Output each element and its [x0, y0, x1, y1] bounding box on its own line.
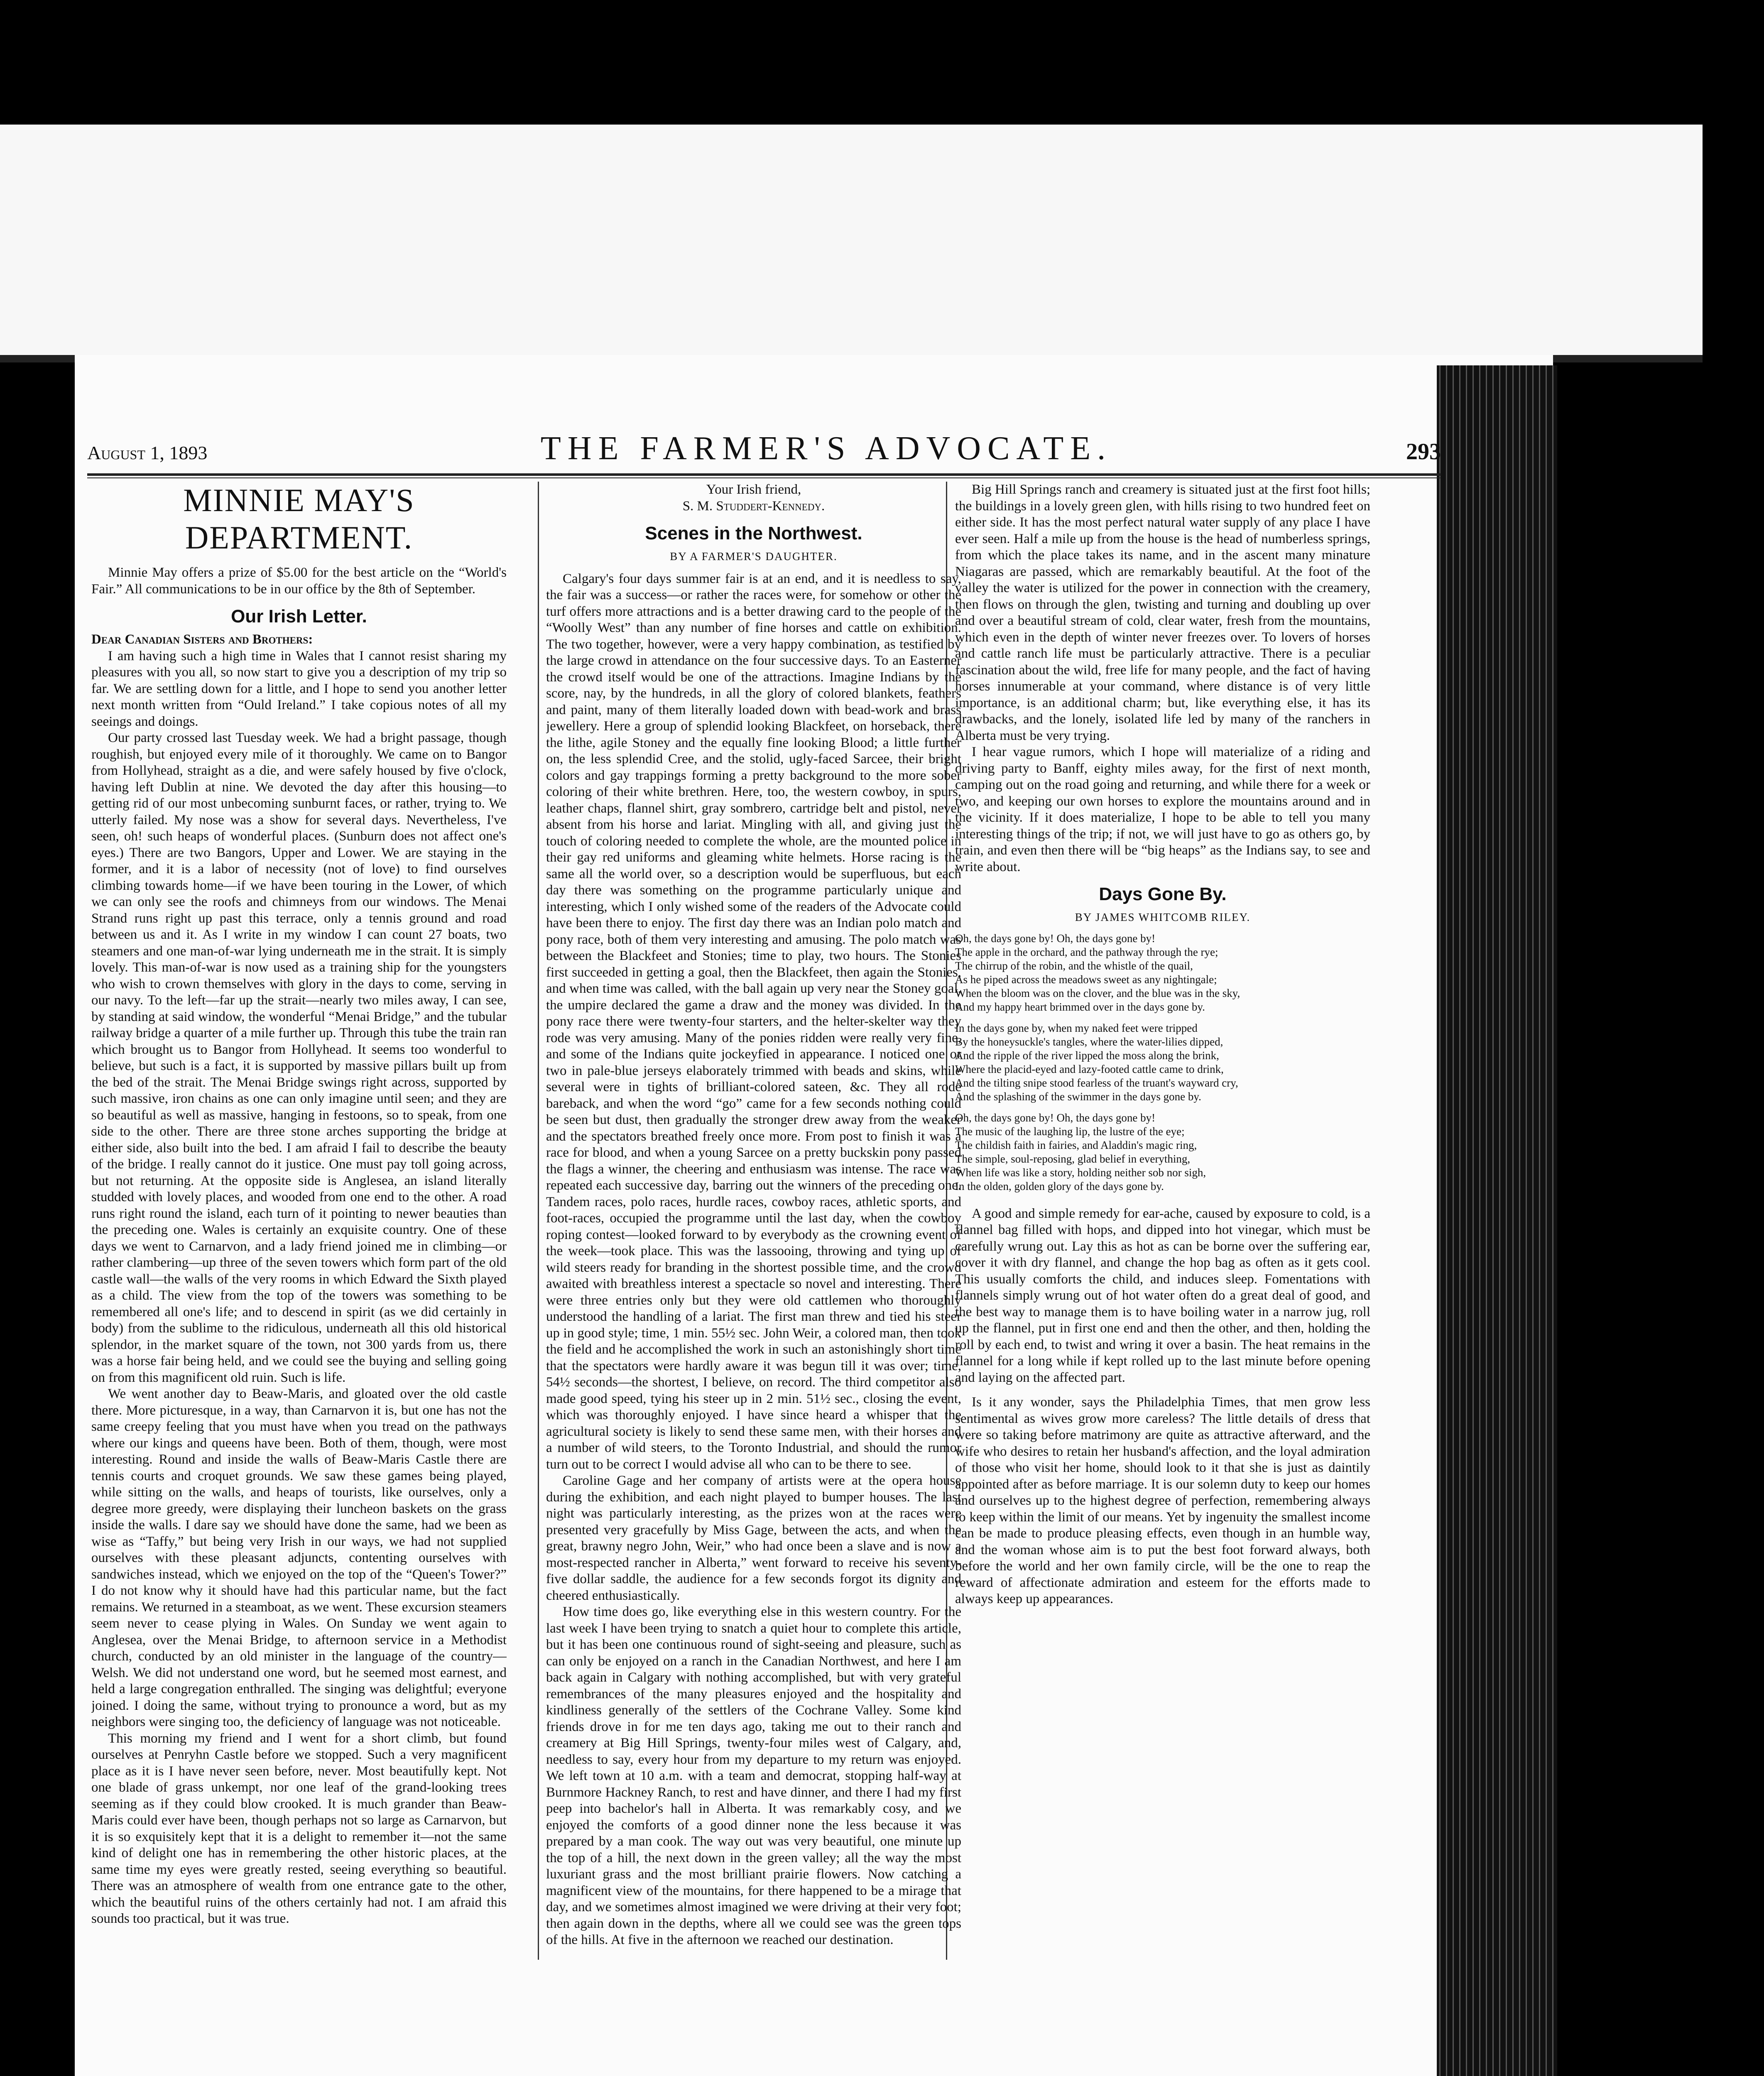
prize-notice: Minnie May offers a prize of $5.00 for the best article on the “World's Fair.” All communications to be in our office by the 8th of September. [91, 565, 507, 597]
paragraph: We went another day to Beaw-Maris, and gloated over the old castle there. More picturesque, in a way, than Carnarvon it is, but one has not the same creepy feeling that you must have when you tread on the pathways where our kings and queens have been. Both of them, though, were most interesting. Round and inside the walls of Beaw-Maris Castle there are tennis courts and croquet grounds. We saw these games being played, while sitting on the walls, and heaps of tourists, like ourselves, only a degree more greedy, were displaying their luncheon baskets on the grass inside the walls. I dare say we should have done the same, had we been as wise as “Taffy,” but being very Irish in our ways, we had not supplied ourselves with these pleasant adjuncts, contenting ourselves with sandwiches instead, which we enjoyed on the top of the “Queen's Tower?” I do not know why it should have had this particular name, but the fact remains. We returned in a steamboat, as we went. These excursion steamers seem never to cease plying in Wales. On Sunday we went again to Anglesea, over the Menai Bridge, to afternoon service in a Methodist church, conducted by an old minister in the language of the country—Welsh. We did not understand one word, but he seemed most earnest, and held a large congregation enthralled. The singing was delightful; everyone joined. I doing the same, without trying to pronounce a word, but as my neighbors were singing too, the deficiency of language was not noticeable. [91, 1386, 507, 1729]
column-2 [546, 482, 961, 1960]
spacer [955, 1386, 1370, 1394]
poem-line: And my happy heart brimmed over in the days gone by. [955, 1000, 1205, 1013]
paragraph: Big Hill Springs ranch and creamery is situated just at the first foot hills; the buildings in a lovely green glen, with hills rising to two hundred feet on either side. It has the most perfect natural water supply of any place I have ever seen. Half a mile up from the house is the head of numberless springs, from which the place takes its name, and in the ascent many minature Niagaras are passed, which are remarkably beautiful. At the foot of the valley the water is utilized for the power in connection with the creamery, then flows on through the glen, twisting and turning and doubling up over and over a beautiful stream of cold, clear water, fresh from the mountains, which even in the depth of winter never freezes over. To lovers of horses and cattle ranch life must be particularly attractive. There is a peculiar fascination about the wild, free life for many people, and the fact of having horses innumerable at your command, where distance is of very little importance, is an additional charm; but, like everything else, it has its drawbacks, and the lonely, isolated life led by many of the ranchers in Alberta must be very trying. [955, 482, 1370, 743]
previous-page-bleed [0, 125, 1703, 357]
paragraph: Caroline Gage and her company of artists were at the opera house during the exhibition, and each night played to bumper houses. The last night was particularly interesting, as the prizes won at the races were presented very gracefully by Miss Gage, between the acts, and when the great, brawny negro John, Weir,” who had once been a slave and is now a most-respected rancher in Alberta,” went forward to receive his seventy-five dollar saddle, the audience for a few seconds forgot its dignity and cheered enthusiastically. [546, 1473, 961, 1603]
paragraph: Calgary's four days summer fair is at an end, and it is needless to say, the fair was a success—or rather the races were, for somehow or other the turf offers more attractions and is a better drawing card to the people of the “Woolly West” than any number of fine horses and cattle on exhibition. The two together, however, were a very happy combination, as testified by the large crowd in attendance on the four successive days. To an Easterner the crowd itself would be one of the attractions. Imagine Indians by the score, nay, by the hundreds, in all the glory of colored blankets, feathers and paint, many of them literally loaded down with bead-work and brass jewellery. Here a group of splendid looking Blackfeet, on horseback, there the lithe, agile Stoney and the equally fine looking Blood; a little further on, the less splendid Cree, and the stolid, ugly-faced Sarcee, their bright colors and gay trappings forming a pretty background to the more sober coloring of their white brethren. Here, too, the western cowboy, in spurs, leather chaps, flannel shirt, gray sombrero, cartridge belt and pistol, never absent from his horse and lariat. Mingling with all, and giving just the touch of coloring needed to complete the whole, are the mounted police in their gay red uniforms and gleaming white helmets. Horse racing is the same all the world over, so a description would be superfluous, but each day there was something on the programme particularly unique and interesting, which I only wished some of the readers of the Advocate could have been there to enjoy. The first day there was an Indian polo match and pony race, both of them very interesting and amusing. The polo match was between the Blackfeet and Stonies; time to play, two hours. The Stonies first succeeded in getting a goal, then the Blackfeet, then again the Stonies, and when time was called, with the ball again up very near the Stoney goal, the umpire declared the game a draw and the money was divided. In the pony race there were twenty-four starters, and the helter-skelter way they rode was very amusing. Many of the ponies ridden were really very fine, and some of the Indians quite jockeyfied in appearance. I noticed one or two in pale-blue jerseys elaborately trimmed with beads and skins, while several were in tights of brilliant-colored sateen, &c. They all rode bareback, and when the word “go” came for a few seconds nothing could be seen but dust, then gradually the stronger drew away from the weaker and the spectators breathed freely once more. From post to finish it was a race for blood, and when a young Sarcee on a pretty buckskin pony passed the flags a winner, the cheering and enthusiasm was intense. The race was repeated each successive day, barring out the winners of the preceding one. Tandem races, polo races, hurdle races, cowboy races, athletic sports, and foot-races, occupied the programme until the last day, when the cowboy roping contest—looked forward to by everybody as the crowning event of the week—took place. This was the lassooing, throwing and tying up of wild steers ready for branding in the shortest possible time, and the crowd awaited with breathless interest a spectacle so novel and interesting. There were three entries only but they were old cattlemen who thoroughly understood the handling of a lariat. The first man threw and tied his steer up in good style; time, 1 min. 55½ sec. John Weir, a colored man, then took the field and he accomplished the work in such an astonishingly short time that the spectators were hardly aware it was begun till it was over; time, 54½ seconds—the shortest, I believe, on record. The third competitor also made good speed, tying his steer up in 2 min. 51½ sec., closing the event, which was thoroughly enjoyed. I have since heard a whisper that the agricultural society is likely to send these same men, with their horses and a number of wild steers, to the Toronto Industrial, and should the rumor turn out to be correct I would advise all who can to be there to see. [546, 571, 961, 1472]
paragraph: This morning my friend and I went for a short climb, but found ourselves at Penryhn Castle before we stopped. Such a very magnificent place as it is I have never seen before, never. Most beautifully kept. Not one blade of grass unkempt, nor one leaf of the grand-looking trees seeming as if they could blow crooked. It is much grander than Beaw-Maris could ever have been, though perhaps not so large as Carnarvon, but it is so exquisitely kept that it is a delight to remember it—not the same kind of delight one has in remembering the other historic places, at the same time my eyes were greatly rested, seeing everything so beautiful. There was an atmosphere of wealth from one entrance gate to the other, which the beautiful ruins of the others certainly had not. I am afraid this sounds too practical, but it was true. [91, 1731, 507, 1926]
poem-line: In the olden, golden glory of the days gone by. [955, 1180, 1164, 1192]
poem-line: As he piped across the meadows sweet as any nightingale; [955, 973, 1217, 986]
column-1 [91, 482, 507, 1960]
poem-line: When the bloom was on the clover, and the blue was in the sky, [955, 987, 1240, 999]
poem-line: Oh, the days gone by! Oh, the days gone by! [955, 1111, 1156, 1124]
paragraph: How time does go, like everything else in this western country. For the last week I have been trying to snatch a quiet hour to complete this article, but it has been one continuous round of sight-seeing and pleasure, such as can only be enjoyed on a ranch in the Canadian Northwest, and here I am back again in Calgary with nothing accomplished, but with very grateful remembrances of the many pleasures enjoyed and the hospitality and kindliness generally of the settlers of the Cochrane Valley. Some kind friends drove in for me ten days ago, taking me out to their ranch and creamery at Big Hill Springs, twenty-four miles west of Calgary, and, needless to say, every hour from my departure to my return was enjoyed. We left town at 10 a.m. with a team and democrat, stopping half-way at Burnmore Hackney Ranch, to rest and have dinner, and there I had my first peep into bachelor's hall in Alberta. It was remarkably cosy, and we enjoyed the comforts of a good dinner none the less because it was prepared by a man cook. The way out was very beautiful, one minute up the top of a hill, the next down in the green valley; all the way the most luxuriant grass and the most brilliant prairie flowers. Now catching a magnificent view of the mountains, for there happened to be a mirage that day, and we sometimes almost imagined we were driving at their very foot; then again down in the depths, where all we could see was the green tops of the hills. At five in the afternoon we reached our destination. [546, 1604, 961, 1947]
salutation: Dear Canadian Sisters and Brothers: [91, 632, 313, 647]
film-border-top [0, 0, 1764, 125]
poem-line: Where the placid-eyed and lazy-footed cattle came to drink, [955, 1062, 1224, 1075]
poem-heading: Days Gone By. [1099, 884, 1227, 904]
poem-line: And the splashing of the swimmer in the days gone by. [955, 1090, 1201, 1103]
masthead-title: THE FARMER'S ADVOCATE. [540, 430, 1112, 467]
poem-line: The childish faith in fairies, and Aladdin's magic ring, [955, 1138, 1197, 1151]
poem-line: And the ripple of the river lipped the moss along the brink, [955, 1049, 1219, 1062]
poem-line: By the honeysuckle's tangles, where the water-lilies dipped, [955, 1035, 1223, 1048]
page-header [87, 430, 1441, 471]
department-title: MINNIE MAY'S DEPARTMENT. [183, 482, 415, 556]
poem-line: The music of the laughing lip, the lustre of the eye; [955, 1125, 1185, 1138]
header-rule [87, 473, 1441, 476]
poem-line: The simple, soul-reposing, glad belief in everything, [955, 1152, 1191, 1165]
paragraph: I hear vague rumors, which I hope will materialize of a riding and driving party to Banff, eighty miles away, for the first of next month, camping out on the road going and returning, and while there for a week or two, and keeping our own horses to explore the mountains around and in the vicinity. If it does materialize, I hope to be able to tell you many interesting things of the trip; if not, we will just have to go as others go, by train, and even then there will be “big heaps” as the Indians say, to see and write about. [955, 744, 1370, 874]
column-3 [955, 482, 1370, 1960]
paragraph: Our party crossed last Tuesday week. We had a bright passage, though roughish, but enjoyed every mile of it thoroughly. We came on to Bangor from Hollyhead, straight as a die, and were safely housed by five o'clock, having left Dublin at nine. We devoted the day after this housing—to getting rid of our most unbecoming sunburnt faces, or rather, trying to. We utterly failed. My nose was a show for several days. Nevertheless, I've seen, oh! such heaps of wonderful places. (Sunburn does not affect one's eyes.) There are two Bangors, Upper and Lower. We are staying in the former, and it is a labor of necessity (not of love) to find ourselves climbing towards home—if we have been touring in the Lower, of which we can only see the roofs and chimneys from our windows. The Menai Strand runs right up past this terrace, only a tennis ground and road between us and it. As I write in my window I can count 27 boats, two steamers and one man-of-war lying underneath me in the strait. It is simply lovely. This man-of-war is now used as a training ship for the youngsters who wish to crown themselves with glory in the days to come, serving in our navy. To the left—far up the strait—nearly two miles away, I can see, by standing at said window, the wonderful “Menai Bridge,” and the tubular railway bridge a quarter of a mile further up. Through this tube the train ran which brought us to Bangor from Hollyhead. It seems too wonderful to believe, but such is a fact, it is supported by massive pillars built up from the bed of the strait. The Menai Bridge swings right across, supported by such massive, iron chains as one can only imagine until seen; and they are so beautiful as well as massive, hanging in festoons, so to speak, from one side to the other. There are three stone arches supporting the bridge at either side, also built into the bed. I am afraid I fail to describe the beauty of the bridge. I really cannot do it justice. One must pay toll going across, but not returning. At the opposite side is Anglesea, an island literally studded with lovely places, and wooded from one end to the other. A road runs right round the island, each turn of it pointing to newer beauties than the preceding one. Wales is certainly an exquisite country. One of these days we went to Carnarvon, and a lady friend joined me in climbing—or rather clambering—up three of the seven towers which form part of the old castle wall—the walls of the very rooms in which Edward the Sixth played as a child. The view from the top of the towers was something to be remembered all one's life; and to descend in spirit (as we did certainly in body) from the sublime to the ridiculous, underneath all this old historical splendor, in the market square of the town, not 300 yards from us, there was a horse fair being held, and we could see the buying and selling going on from this magnificent old ruin. Such is life. [91, 730, 507, 1385]
poem-line: And the tilting snipe stood fearless of the truant's wayward cry, [955, 1076, 1238, 1089]
book-page-edges [1437, 365, 1557, 2076]
northwest-heading: Scenes in the Northwest. [645, 523, 862, 543]
northwest-byline: BY A FARMER'S DAUGHTER. [670, 550, 838, 563]
poem-line: The chirrup of the robin, and the whistle of the quail, [955, 959, 1193, 972]
poem-stanza [955, 1021, 1370, 1104]
letter-closing: Your Irish friend, [706, 482, 801, 497]
poem-stanza [955, 932, 1370, 1014]
poem-stanza [955, 1111, 1370, 1193]
philadelphia-times-item: Is it any wonder, says the Philadelphia Times, that men grow less sentimental as wives grow more careless? The little details of dress that were so taking before matrimony are quite as attractive afterward, and the wife who desires to retain her husband's affection, and the loyal admiration of those who visit her home, should look to it that she is just as daintily appointed after as before marriage. It is our solemn duty to keep our homes and ourselves up to the highest degree of perfection, remembering always to keep within the limit of our means. Yet by ingenuity the smallest income can be made to produce pleasing effects, even though in an humble way, and the woman whose aim is to put the best foot forward always, both before the world and her own family circle, will be the one to reap the reward of affectionate admiration and esteem for the efforts made to always keep up appearances. [955, 1395, 1370, 1606]
poem-byline: BY JAMES WHITCOMB RILEY. [1075, 911, 1251, 923]
poem-line: When life was like a story, holding neither sob nor sigh, [955, 1166, 1206, 1179]
irish-letter-heading: Our Irish Letter. [231, 606, 367, 627]
column-divider [538, 482, 539, 1960]
paragraph: I am having such a high time in Wales that I cannot resist sharing my pleasures with you all, so now start to give you a description of my trip so far. We are settling down for a little, and I hope to send you another letter next month written from “Ould Ireland.” I take copious notes of all my seeings and doings. [91, 648, 507, 729]
poem-line: In the days gone by, when my naked feet were tripped [955, 1021, 1198, 1034]
poem-line: The apple in the orchard, and the pathway through the rye; [955, 945, 1218, 958]
page-number: 293 [1406, 439, 1441, 465]
ear-ache-remedy: A good and simple remedy for ear-ache, caused by exposure to cold, is a flannel bag filled with hops, and dipped into hot vinegar, which must be carefully wrung out. Lay this as hot as can be borne over the suffering ear, cover it with dry flannel, and change the hop bag as often as it gets cool. This usually comforts the child, and induces sleep. Fomentations with flannels simply wrung out of hot water often do a great deal of good, and the best way to manage them is to have boiling water in a narrow jug, roll up the flannel, put in first one end and then the other, and then, holding the roll by each end, to twist and wring it over a basin. The heat remains in the flannel for a long while if kept rolled up to the last minute before opening and laying on the affected part. [955, 1206, 1370, 1385]
poem-line: Oh, the days gone by! Oh, the days gone by! [955, 932, 1156, 945]
letter-signature: S. M. Studdert-Kennedy. [682, 498, 825, 514]
header-rule-thin [87, 477, 1441, 478]
poem [955, 932, 1370, 1193]
issue-date: August 1, 1893 [87, 442, 208, 463]
